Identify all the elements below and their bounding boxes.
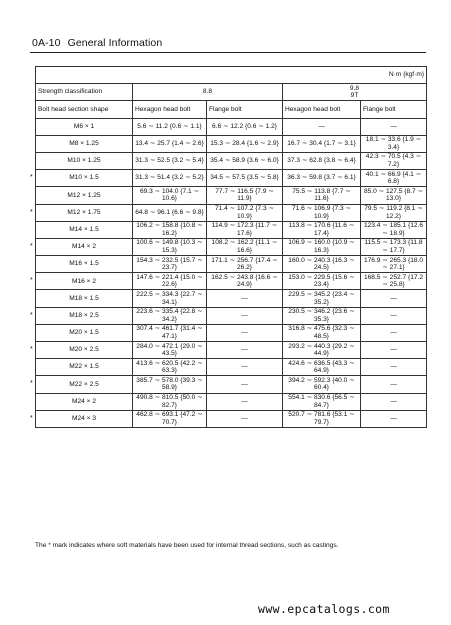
torque-cell-b-hex: —	[283, 118, 361, 135]
torque-cell-b-fl: —	[361, 118, 427, 135]
bolt-size-cell	[36, 135, 133, 152]
bolt-size-cell	[30, 376, 133, 393]
table-row	[36, 135, 427, 152]
torque-cell-b-fl: —	[361, 307, 427, 324]
table-row	[36, 273, 427, 290]
torque-cell-b-fl: 115.5 ∼ 173.3 {11.8 ∼ 17.7}	[361, 238, 427, 255]
table-row	[36, 307, 427, 324]
col-header-hex-a: Hexagon head bolt	[133, 101, 207, 118]
bolt-size: M24 × 3	[71, 415, 96, 423]
table-row	[36, 170, 427, 187]
strength-class-b-line2: 9T	[350, 92, 359, 100]
torque-cell-a-hex: 490.8 ∼ 810.5 {50.0 ∼ 82.7}	[133, 393, 207, 410]
bolt-size: M10 × 1.25	[67, 157, 101, 165]
torque-cell-b-fl: —	[361, 342, 427, 359]
torque-cell-a-fl: 77.7 ∼ 116.5 {7.9 ∼ 11.9}	[207, 187, 283, 204]
torque-cell-a-fl: —	[207, 307, 283, 324]
bolt-size-cell	[36, 324, 133, 341]
bolt-size: M18 × 2.5	[69, 311, 99, 319]
bolt-size-cell	[36, 256, 133, 273]
torque-cell-a-fl: —	[207, 393, 283, 410]
torque-cell-a-hex: 223.6 ∼ 335.4 {22.8 ∼ 34.2}	[133, 307, 207, 324]
torque-cell-b-hex: 113.8 ∼ 170.6 {11.6 ∼ 17.4}	[283, 221, 361, 238]
torque-cell-b-hex: 293.2 ∼ 440.3 {29.2 ∼ 44.9}	[283, 342, 361, 359]
torque-cell-b-fl: 40.1 ∼ 66.9 {4.1 ∼ 6.8}	[361, 170, 427, 187]
soft-material-mark: *	[30, 277, 33, 285]
footnote: The * mark indicates where soft materials have been used for internal thread sections, such as castings.	[35, 542, 339, 549]
torque-cell-a-hex: 147.6 ∼ 221.4 {15.0 ∼ 22.6}	[133, 273, 207, 290]
strength-class-row	[36, 84, 427, 101]
torque-cell-b-fl: 168.5 ∼ 252.7 {17.2 ∼ 25.8}	[361, 273, 427, 290]
torque-cell-b-hex: 316.8 ∼ 475.6 {32.3 ∼ 48.5}	[283, 324, 361, 341]
torque-cell-b-fl: —	[361, 324, 427, 341]
bolt-size-cell	[30, 342, 133, 359]
torque-cell-b-fl: 79.5 ∼ 119.2 {8.1 ∼ 12.2}	[361, 204, 427, 221]
torque-cell-b-hex: 394.2 ∼ 592.3 {40.0 ∼ 60.4}	[283, 376, 361, 393]
bolt-size: M10 × 1.5	[69, 174, 99, 182]
table-row	[36, 342, 427, 359]
bolt-size: M14 × 1.5	[69, 225, 99, 233]
watermark-url: www.epcatalogs.com	[258, 602, 390, 616]
bolt-size: M14 × 2	[71, 243, 96, 251]
torque-cell-b-fl: —	[361, 359, 427, 376]
col-header-shape: Bolt head section shape	[36, 101, 133, 118]
torque-cell-a-hex: 31.3 ∼ 51.4 {3.2 ∼ 5.2}	[133, 170, 207, 187]
torque-cell-b-hex: 424.6 ∼ 636.5 {43.3 ∼ 64.9}	[283, 359, 361, 376]
soft-material-mark: *	[30, 174, 33, 182]
torque-cell-a-fl: —	[207, 324, 283, 341]
torque-cell-a-fl: —	[207, 376, 283, 393]
soft-material-mark: *	[30, 380, 33, 388]
soft-material-mark: *	[30, 311, 33, 319]
bolt-size: M16 × 2	[71, 277, 96, 285]
bolt-size-cell	[36, 359, 133, 376]
torque-cell-a-hex: 385.7 ∼ 578.0 {39.3 ∼ 58.9}	[133, 376, 207, 393]
torque-cell-a-fl: 171.1 ∼ 256.7 {17.4 ∼ 26.2}	[207, 256, 283, 273]
torque-cell-a-fl: —	[207, 410, 283, 427]
strength-class-b-line1: 9.8	[349, 84, 360, 92]
soft-material-mark: *	[30, 415, 33, 423]
torque-cell-a-fl: 35.4 ∼ 58.9 {3.6 ∼ 6.0}	[207, 152, 283, 169]
torque-cell-b-hex: 229.5 ∼ 345.2 {23.4 ∼ 35.2}	[283, 290, 361, 307]
torque-cell-b-hex: 106.9 ∼ 160.0 {10.9 ∼ 16.3}	[283, 238, 361, 255]
units-label: N·m {kgf·m}	[36, 67, 427, 84]
table-row	[36, 204, 427, 221]
bolt-size-cell	[30, 238, 133, 255]
torque-cell-a-hex: 307.4 ∼ 461.7 {31.4 ∼ 47.1}	[133, 324, 207, 341]
torque-cell-b-fl: 42.3 ∼ 70.5 {4.3 ∼ 7.2}	[361, 152, 427, 169]
torque-cell-a-fl: 114.9 ∼ 172.3 {11.7 ∼ 17.6}	[207, 221, 283, 238]
table-row	[36, 393, 427, 410]
torque-cell-b-hex: 71.6 ∼ 106.9 {7.3 ∼ 10.9}	[283, 204, 361, 221]
torque-cell-a-fl: 6.6 ∼ 12.2 {0.6 ∼ 1.2}	[207, 118, 283, 135]
bolt-size: M18 × 1.5	[69, 294, 99, 302]
torque-cell-a-fl: —	[207, 290, 283, 307]
torque-cell-b-hex: 16.7 ∼ 30.4 {1.7 ∼ 3.1}	[283, 135, 361, 152]
section-title: General Information	[67, 37, 163, 49]
torque-cell-a-fl: —	[207, 359, 283, 376]
torque-cell-a-hex: 5.6 ∼ 11.2 {0.6 ∼ 1.1}	[133, 118, 207, 135]
bolt-size: M12 × 1.25	[67, 191, 101, 199]
bolt-size: M24 × 2	[71, 397, 96, 405]
torque-cell-b-fl: 123.4 ∼ 185.1 {12.6 ∼ 18.9}	[361, 221, 427, 238]
units-row	[36, 67, 427, 84]
torque-cell-a-hex: 64.8 ∼ 96.1 {6.6 ∼ 9.8}	[133, 204, 207, 221]
page-header	[32, 37, 162, 49]
torque-cell-b-fl: 176.9 ∼ 265.3 {18.0 ∼ 27.1}	[361, 256, 427, 273]
table-row	[36, 376, 427, 393]
torque-cell-a-hex: 13.4 ∼ 25.7 {1.4 ∼ 2.6}	[133, 135, 207, 152]
torque-cell-a-fl: 34.5 ∼ 57.5 {3.5 ∼ 5.8}	[207, 170, 283, 187]
torque-cell-b-hex: 520.7 ∼ 781.6 {53.1 ∼ 79.7}	[283, 410, 361, 427]
bolt-size: M8 × 1.25	[69, 140, 99, 148]
bolt-size-cell	[30, 204, 133, 221]
torque-cell-a-hex: 413.6 ∼ 620.5 {42.2 ∼ 63.3}	[133, 359, 207, 376]
bolt-size: M20 × 1.5	[69, 329, 99, 337]
torque-cell-b-hex: 75.5 ∼ 113.8 {7.7 ∼ 11.6}	[283, 187, 361, 204]
torque-cell-a-fl: 162.5 ∼ 243.8 {16.6 ∼ 24.9}	[207, 273, 283, 290]
torque-cell-b-hex: 554.1 ∼ 830.6 {56.5 ∼ 84.7}	[283, 393, 361, 410]
soft-material-mark: *	[30, 243, 33, 251]
torque-cell-a-hex: 106.2 ∼ 158.8 {10.8 ∼ 16.2}	[133, 221, 207, 238]
bolt-size: M20 × 2.5	[69, 346, 99, 354]
bolt-size-cell	[30, 170, 133, 187]
table-row	[36, 256, 427, 273]
torque-cell-a-hex: 31.3 ∼ 52.5 {3.2 ∼ 5.4}	[133, 152, 207, 169]
bolt-size: M22 × 2.5	[69, 380, 99, 388]
torque-cell-b-fl: —	[361, 393, 427, 410]
bolt-size-cell	[36, 118, 133, 135]
bolt-size-cell	[36, 393, 133, 410]
torque-cell-b-fl: —	[361, 410, 427, 427]
torque-cell-a-fl: 15.3 ∼ 28.4 {1.6 ∼ 2.9}	[207, 135, 283, 152]
table-row	[36, 359, 427, 376]
column-header-row	[36, 101, 427, 118]
torque-spec-table	[30, 66, 427, 428]
bolt-size-cell	[36, 152, 133, 169]
torque-cell-b-hex: 160.0 ∼ 240.3 {16.3 ∼ 24.5}	[283, 256, 361, 273]
bolt-size-cell	[36, 187, 133, 204]
torque-cell-a-hex: 69.3 ∼ 104.0 {7.1 ∼ 10.6}	[133, 187, 207, 204]
torque-cell-b-hex: 37.3 ∼ 62.8 {3.8 ∼ 6.4}	[283, 152, 361, 169]
section-code: 0A-10	[32, 37, 61, 49]
table-row	[36, 324, 427, 341]
strength-class-b	[283, 84, 427, 101]
bolt-size-cell	[36, 221, 133, 238]
table-row	[36, 187, 427, 204]
torque-cell-a-fl: —	[207, 342, 283, 359]
torque-cell-a-hex: 462.8 ∼ 693.1 {47.2 ∼ 70.7}	[133, 410, 207, 427]
torque-cell-a-hex: 100.6 ∼ 149.8 {10.3 ∼ 15.3}	[133, 238, 207, 255]
table-row	[36, 290, 427, 307]
col-header-flange-a: Flange bolt	[207, 101, 283, 118]
bolt-size: M22 × 1.5	[69, 363, 99, 371]
col-header-hex-b: Hexagon head bolt	[283, 101, 361, 118]
soft-material-mark: *	[30, 346, 33, 354]
strength-classification-label: Strength classification	[36, 84, 133, 101]
torque-cell-a-hex: 222.5 ∼ 334.3 {22.7 ∼ 34.1}	[133, 290, 207, 307]
torque-cell-a-fl: 71.4 ∼ 107.2 {7.3 ∼ 10.9}	[207, 204, 283, 221]
soft-material-mark: *	[30, 208, 33, 216]
table-row	[36, 410, 427, 427]
table-row	[36, 152, 427, 169]
torque-cell-b-fl: —	[361, 376, 427, 393]
col-header-flange-b: Flange bolt	[361, 101, 427, 118]
torque-cell-b-hex: 153.0 ∼ 229.5 {15.6 ∼ 23.4}	[283, 273, 361, 290]
torque-cell-b-fl: 18.1 ∼ 33.6 {1.9 ∼ 3.4}	[361, 135, 427, 152]
torque-cell-b-hex: 36.3 ∼ 59.8 {3.7 ∼ 6.1}	[283, 170, 361, 187]
table-row	[36, 238, 427, 255]
strength-class-a: 8.8	[133, 84, 283, 101]
torque-cell-b-fl: 85.0 ∼ 127.5 {8.7 ∼ 13.0}	[361, 187, 427, 204]
bolt-size-cell	[30, 273, 133, 290]
bolt-size-cell	[36, 290, 133, 307]
torque-cell-b-hex: 230.5 ∼ 346.2 {23.6 ∼ 35.3}	[283, 307, 361, 324]
table-row	[36, 118, 427, 135]
bolt-size-cell	[30, 307, 133, 324]
bolt-size: M12 × 1.75	[67, 208, 101, 216]
header-rule	[30, 52, 426, 53]
table-row	[36, 221, 427, 238]
bolt-size: M16 × 1.5	[69, 260, 99, 268]
torque-cell-b-fl: —	[361, 290, 427, 307]
torque-cell-a-hex: 154.3 ∼ 232.5 {15.7 ∼ 23.7}	[133, 256, 207, 273]
torque-cell-a-hex: 284.0 ∼ 472.1 {29.0 ∼ 43.5}	[133, 342, 207, 359]
bolt-size: M6 × 1	[73, 122, 95, 130]
torque-cell-a-fl: 108.2 ∼ 162.2 {11.1 ∼ 16.6}	[207, 238, 283, 255]
bolt-size-cell	[30, 410, 133, 427]
